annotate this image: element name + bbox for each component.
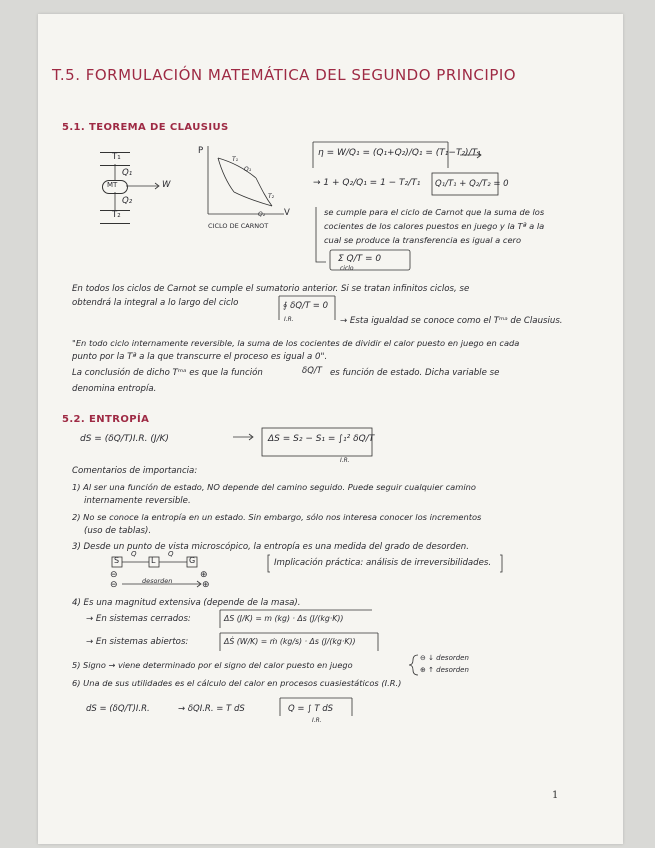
comment-1b: internamente reversible. xyxy=(84,496,191,506)
comment-4a: → En sistemas cerrados: xyxy=(86,614,191,624)
impl-bracket-left xyxy=(268,555,270,572)
practical-implication: Implicación práctica: análisis de irreversibilidades. xyxy=(274,558,492,568)
pv-v-axis-label: V xyxy=(284,208,290,218)
cold-reservoir-label: T₂ xyxy=(112,210,121,220)
phase-l-label: L xyxy=(151,556,156,565)
comment-6: 6) Una de sus utilidades es el cálculo del calor en procesos cuasiestáticos (I.R.) xyxy=(72,678,402,688)
pv-isotherm-cold xyxy=(234,192,275,206)
comments-title: Comentarios de importancia: xyxy=(72,466,198,476)
carnot-note-line-2: cocientes de los calores puestos en juego y la Tª a la xyxy=(324,221,545,231)
q1-label: Q₁ xyxy=(122,168,133,178)
para1-line2b: → Esta igualdad se conoce como el Tᵐᵃ de Clausius. xyxy=(340,316,563,326)
pv-p-axis-label: P xyxy=(198,146,204,156)
comment-4b: → En sistemas abiertos: xyxy=(86,637,189,647)
heat-equation-sub: I.R. xyxy=(312,717,322,724)
phase-minus-1: ⊖ xyxy=(110,570,118,580)
ds-integral-sub: I.R. xyxy=(340,457,350,464)
heat-equation-1: dS = (δQ/T)I.R. xyxy=(86,704,150,714)
sum-equation: Σ Q/T = 0 xyxy=(338,254,382,264)
section-heading-entropia: 5.2. ENTROPÍA xyxy=(62,414,150,425)
phase-g-label: G xyxy=(189,556,196,565)
clausius-integral-sub: I.R. xyxy=(284,316,294,323)
carnot-result-equation: Q₁/T₁ + Q₂/T₂ = 0 xyxy=(435,179,509,189)
q2-label: Q₂ xyxy=(122,196,133,206)
engine-label: MT xyxy=(107,181,118,189)
para1-line2: obtendrá la integral a lo largo del ciclo xyxy=(72,298,239,308)
pv-t2-label: T₂ xyxy=(268,193,275,200)
heat-equation-2: → δQI.R. = T dS xyxy=(178,704,245,714)
work-label: W xyxy=(162,180,171,190)
closed-system-equation: ΔS (J/K) = m (kg) · Δs (J/(kg·K)) xyxy=(224,614,344,623)
sign-brace xyxy=(409,655,418,675)
pv-caption: CICLO DE CARNOT xyxy=(208,222,269,230)
pv-t1-label: T₁ xyxy=(232,156,239,163)
ds-definition: dS = (δQ/T)I.R. (J/K) xyxy=(80,434,169,444)
comment-2b: (uso de tablas). xyxy=(84,526,152,536)
open-system-equation: ΔṠ (W/K) = ṁ (kg/s) · Δs (J/(kg·K)) xyxy=(224,637,356,646)
comment-1a: 1) Al ser una función de estado, NO depende del camino seguido. Puede seguir cualquier camino xyxy=(72,482,476,492)
sign-positive: ⊕ ↑ desorden xyxy=(420,666,469,674)
clausius-integral: ∮ δQ/T = 0 xyxy=(283,301,329,311)
sum-subscript: ciclo xyxy=(340,265,354,272)
comment-3: 3) Desde un punto de vista microscópico, la entropía es una medida del grado de desorden. xyxy=(72,542,469,552)
pv-q1-label: Q₁ xyxy=(244,166,252,173)
comment-5: 5) Signo → viene determinado por el signo del calor puesto en juego xyxy=(72,660,353,670)
para2-fraction: δQ/T xyxy=(302,366,322,376)
ds-integral-equation: ΔS = S₂ − S₁ = ∫₁² δQ/T xyxy=(268,434,375,444)
phase-minus-2: ⊖ xyxy=(110,580,118,590)
phase-plus-1: ⊕ xyxy=(200,570,208,580)
hot-reservoir-label: T₁ xyxy=(112,152,121,162)
pv-q2-label: Q₂ xyxy=(258,211,266,218)
para2-line2: punto por la Tª a la que transcurre el proceso es igual a 0". xyxy=(72,352,328,362)
comment-2a: 2) No se conoce la entropía en un estado. Sin embargo, sólo nos interesa conocer los incrementos xyxy=(72,512,482,522)
para2-line1: "En todo ciclo internamente reversible, la suma de los cocientes de dividir el calor puesto en juego en cada xyxy=(72,338,520,348)
efficiency-equation: η = W/Q₁ = (Q₁+Q₂)/Q₁ = (T₁−T₂)/T₁ xyxy=(318,148,481,158)
sign-negative: ⊖ ↓ desorden xyxy=(420,654,469,662)
impl-bracket-right xyxy=(500,555,502,572)
phase-q-label-2: Q xyxy=(168,550,174,558)
page-number: 1 xyxy=(552,790,559,801)
comment-4: 4) Es una magnitud extensiva (depende de la masa). xyxy=(72,598,301,608)
phase-plus-2: ⊕ xyxy=(202,580,210,590)
carnot-note-line-3: cual se produce la transferencia es igual a cero xyxy=(324,235,522,245)
heat-equation-3: Q = ∫ T dS xyxy=(288,704,334,714)
phase-s-label: S xyxy=(114,556,120,565)
desorden-label: desorden xyxy=(142,577,173,585)
page-title: T.5. FORMULACIÓN MATEMÁTICA DEL SEGUNDO PRINCIPIO xyxy=(52,66,517,84)
section-heading-clausius: 5.1. TEOREMA DE CLAUSIUS xyxy=(62,122,229,133)
para2-line3b: es función de estado. Dicha variable se xyxy=(330,368,500,378)
para2-line3: La conclusión de dicho Tᵐᵃ es que la función xyxy=(72,368,263,378)
para1-line1: En todos los ciclos de Carnot se cumple el sumatorio anterior. Si se tratan infinitos ciclos, se xyxy=(72,284,470,294)
para2-line4: denomina entropía. xyxy=(72,384,157,394)
efficiency-equation-2: → 1 + Q₂/Q₁ = 1 − T₂/T₁ xyxy=(313,178,421,188)
carnot-note-line-1: se cumple para el ciclo de Carnot que la suma de los xyxy=(324,207,545,217)
phase-q-label-1: Q xyxy=(131,550,137,558)
